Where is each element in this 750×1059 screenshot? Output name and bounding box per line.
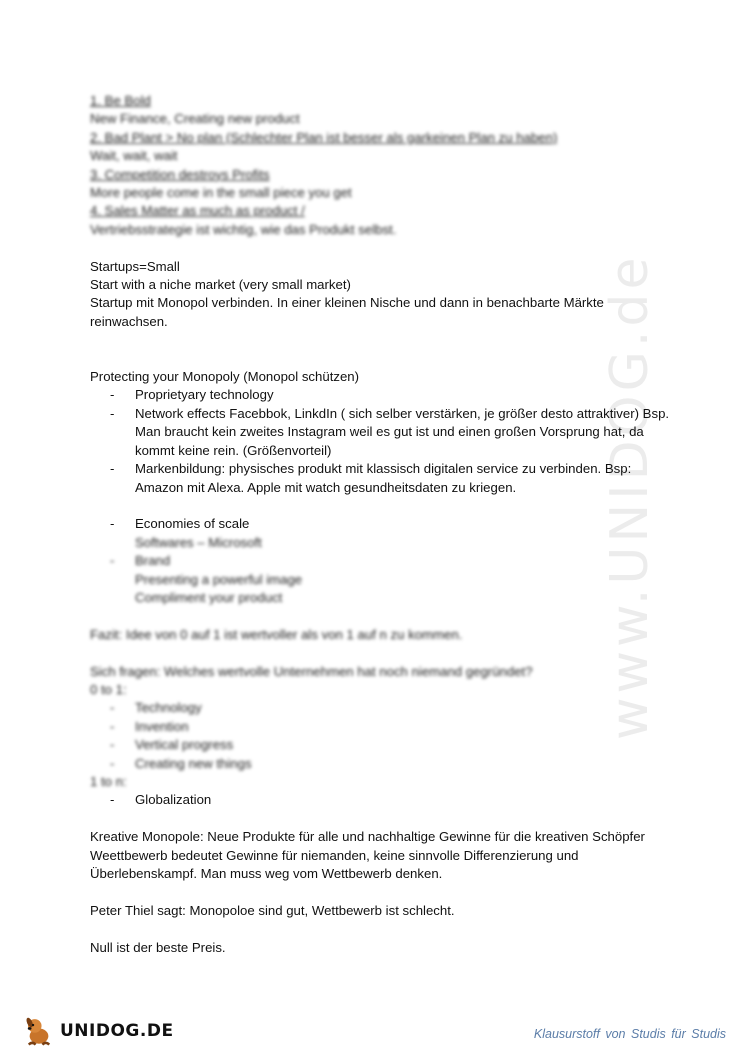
economies-sub: Softwares – Microsoft [135,534,262,550]
zero-to-one-label: 0 to 1: [90,681,127,697]
blurred-line-4: Vertriebsstrategie ist wichtig, wie das Produkt selbst. [90,221,397,237]
list-item: - Vertical progress [135,736,670,754]
startups-heading: Startups=Small [90,258,180,274]
blurred-heading-2: 2. Bad Plant > No plan (Schlechter Plan ist besser als garkeinen Plan zu haben) [90,129,558,145]
brand-sub-2: Compliment your product [135,589,283,605]
footer-logo[interactable] [22,1013,174,1049]
list-item: - Brand [135,552,670,570]
brand-sub-1: Presenting a powerful image [135,571,303,587]
list-item: - Markenbildung: physisches produkt mit klassisch digitalen service zu verbinden. Bsp: Amazon mit Alexa. Apple mit watch gesundheitsdaten zu kriegen. [135,460,670,497]
protecting-list [90,386,670,496]
footer-brand: UNIDOG.DE [60,1021,174,1041]
blurred-heading-4: 4. Sales Matter as much as product / [90,203,305,219]
economies-list [90,515,670,533]
spacer [90,239,670,257]
blurred-heading-1: 1. Be Bold [90,93,151,108]
protecting-heading: Protecting your Monopoly (Monopol schützen) [90,369,360,385]
list-item: - Proprietyary technology [135,386,670,404]
footer-tagline: Klausurstoff von Studis für Studis [533,1027,726,1041]
blurred-line-2: Wait, wait, wait [90,148,178,164]
startups-line-1: Start with a niche market (very small market) [90,277,351,293]
fazit: Fazit: Idee von 0 auf 1 ist wertvoller als von 1 auf n zu kommen. [90,626,463,642]
one-to-n-label: 1 to n: [90,773,127,789]
list-item: - Invention [135,718,670,736]
blurred-line-3: More people come in the small piece you get [90,185,352,201]
list-item: - Creating new things [135,755,670,773]
one-to-n-list [90,791,670,809]
blurred-section-top [90,92,670,239]
zero-to-one-list [90,699,670,773]
list-item: - Globalization [135,791,670,809]
wettbewerb-paragraph: Weettbewerb bedeutet Gewinne für niemanden, keine sinnvolle Differenzierung und Überlebenskampf. Man muss weg vom Wettbewerb denken. [90,847,579,881]
kreative-monopole: Kreative Monopole: Neue Produkte für alle und nachhaltige Gewinne für die kreativen Schöpfer [90,829,645,845]
startups-line-2: Startup mit Monopol verbinden. In einer kleinen Nische und dann in benachbarte Märkte reinwachsen. [90,295,604,329]
thiel-quote: Peter Thiel sagt: Monopoloe sind gut, Wettbewerb ist schlecht. [90,902,455,918]
sich-fragen: Sich fragen: Welches wertvolle Unternehmen hat noch niemand gegründet? [90,663,533,679]
dog-mascot-icon [22,1014,56,1048]
spacer [90,810,670,828]
brand-list [90,552,670,570]
null-price: Null ist der beste Preis. [90,939,226,955]
list-item: - Technology [135,699,670,717]
spacer [90,920,670,938]
list-item: - Economies of scale [135,515,670,533]
spacer [90,331,670,368]
spacer [90,883,670,901]
blurred-heading-3: 3. Competition destroys Profits [90,166,270,182]
spacer [90,644,670,662]
blurred-line-1: New Finance, Creating new product [90,111,300,127]
list-item: - Network effects Facebbok, LinkdIn ( sich selber verstärken, je größer desto attraktiver) Bsp. Man braucht kein zweites Instagram weil es gut ist und einen großen Vorsprung hat, da kommt keine rein. (Größenvorteil) [135,405,670,460]
watermark: www.UNIDOG.de [600,253,660,740]
spacer [90,497,670,515]
document-content [90,92,670,957]
spacer [90,607,670,625]
